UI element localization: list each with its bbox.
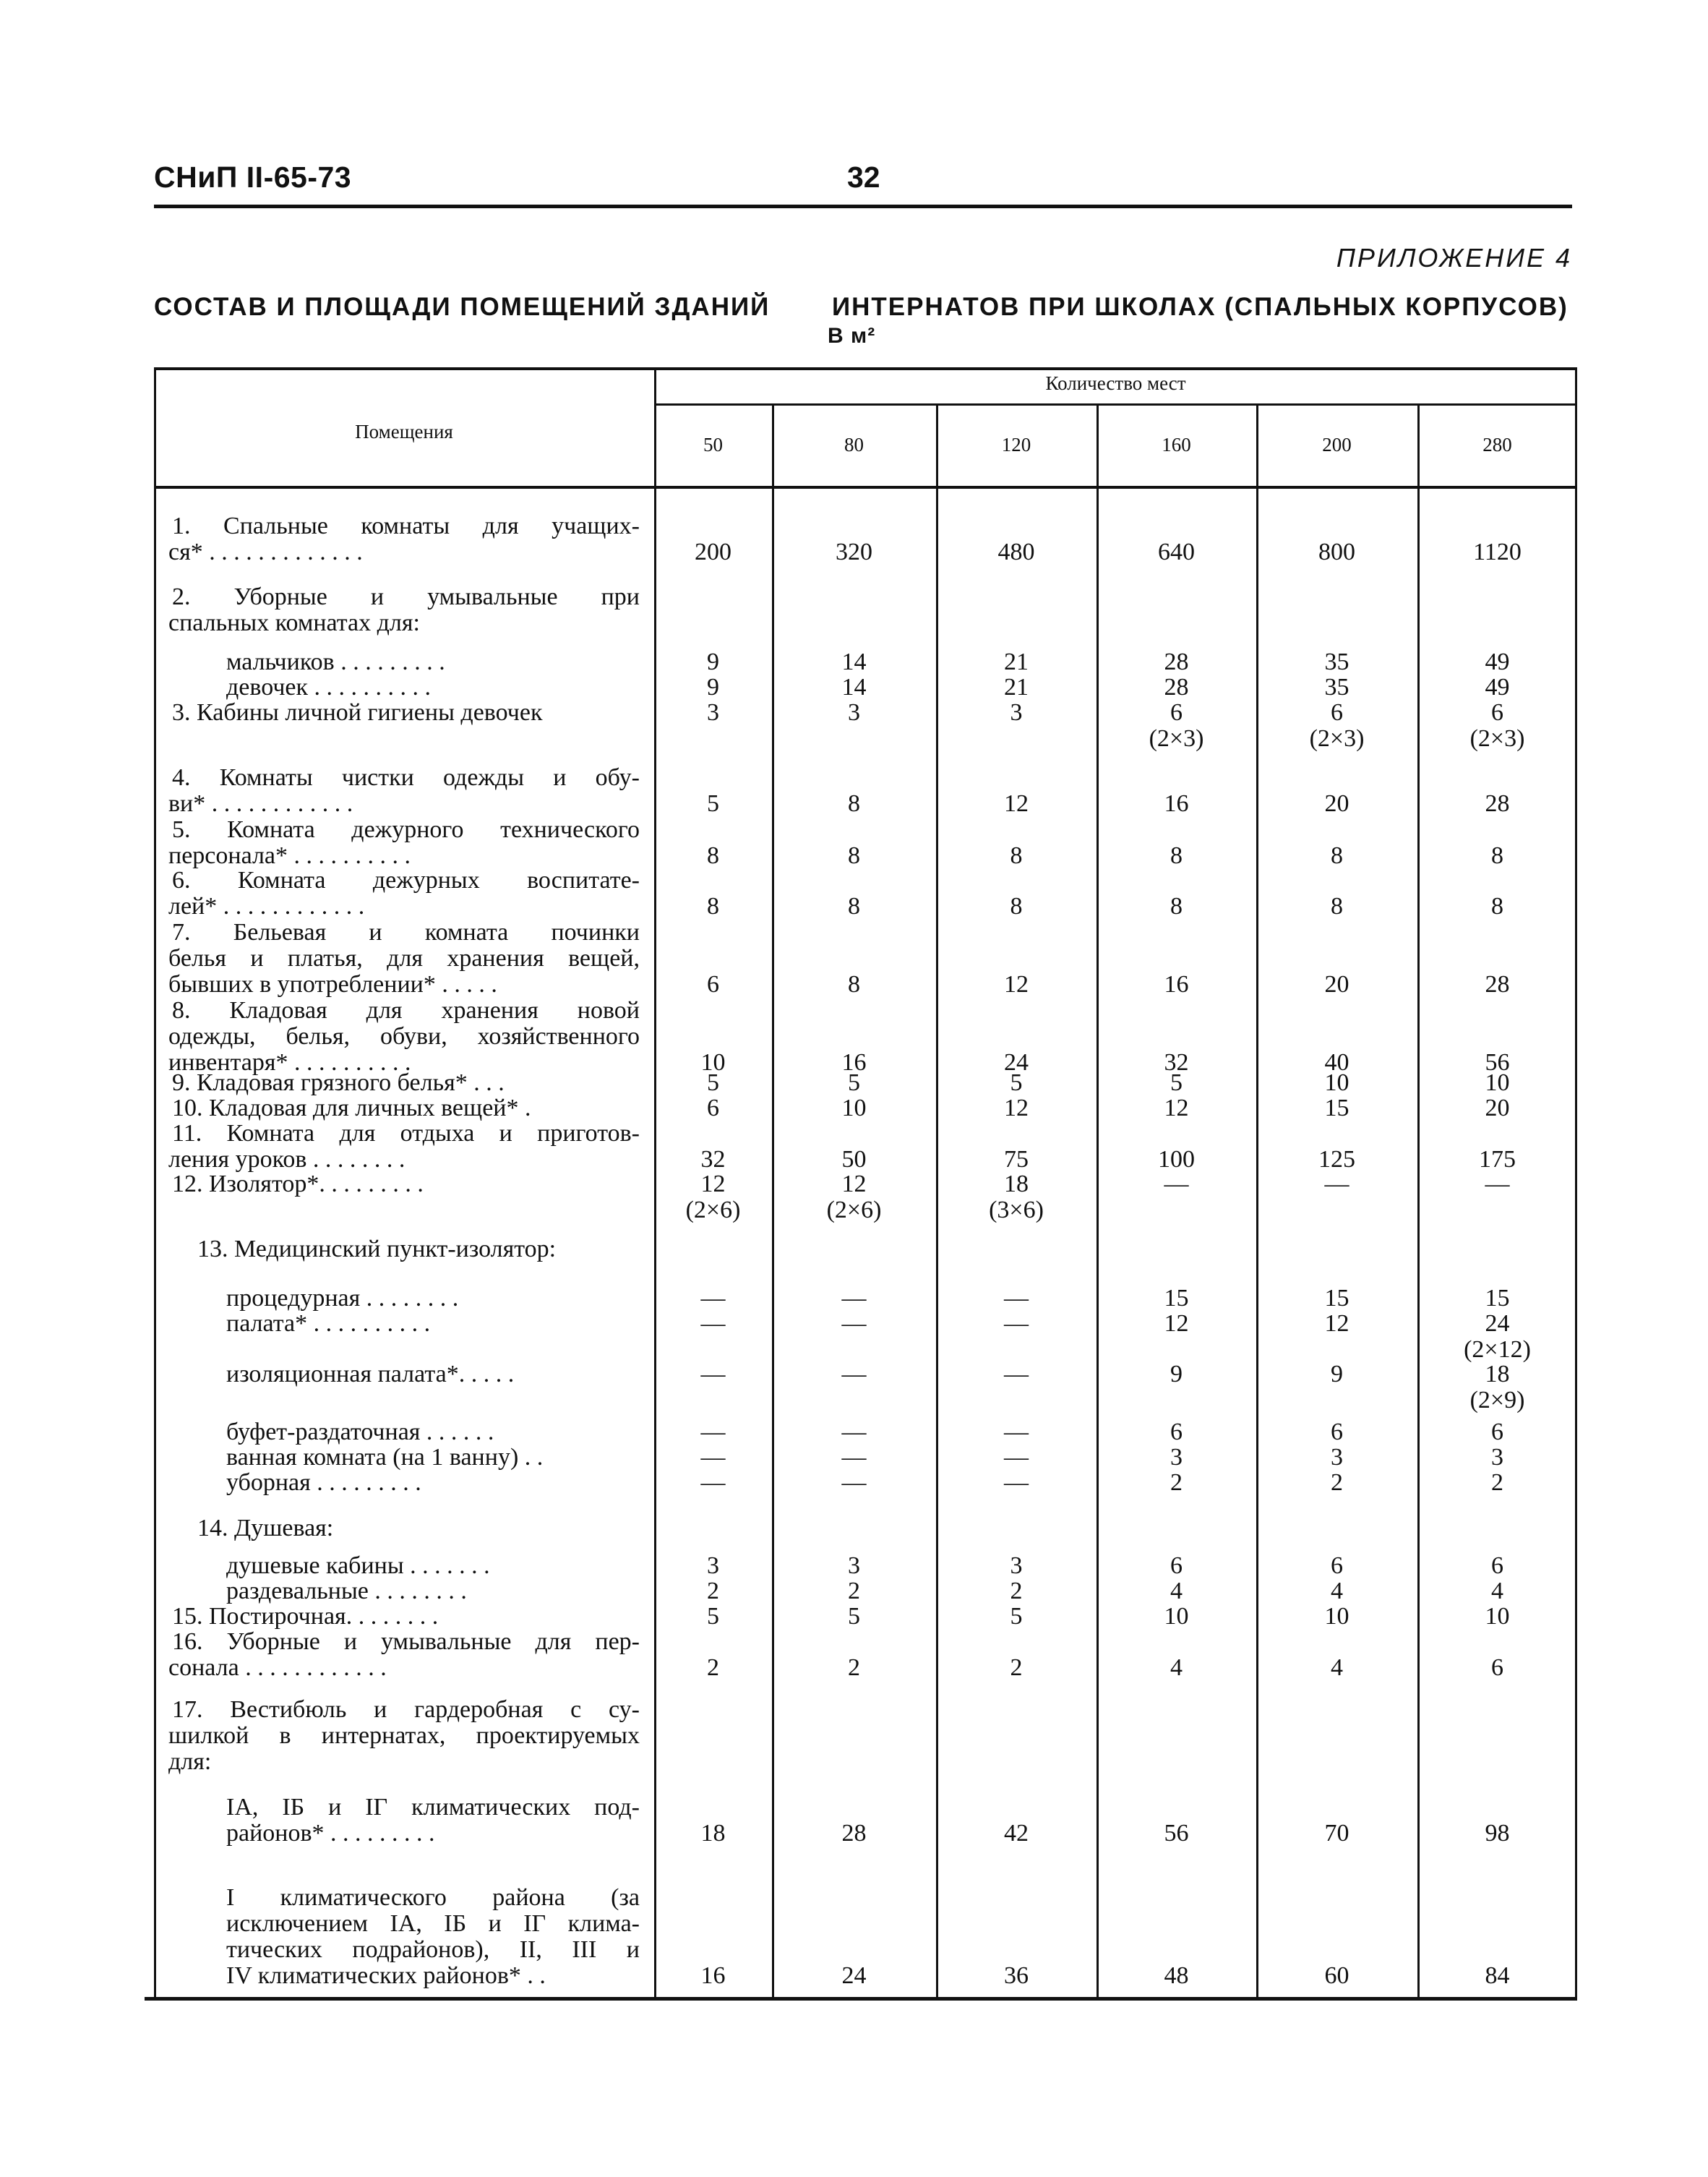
header-rule [154,205,1572,208]
value-cell: 24 [841,1962,867,1989]
value-cell: 32 [1164,1049,1189,1076]
value-cell: 28 [841,1820,867,1847]
value-cell: 6 [1491,1552,1503,1579]
document-code: СНиП II-65-73 [154,161,352,194]
row-label: 15. Постирочная. . . . . . . . [172,1603,439,1630]
column-header-places: Количество мест [1045,372,1186,394]
value-cell: 4 [1491,1578,1503,1604]
value-cell: 8 [848,893,860,920]
value-cell: — [700,1444,726,1471]
value-cell: 12 (2×6) [685,1171,741,1223]
value-cell: 40 [1324,1049,1349,1076]
row-label: 3. Кабины личной гигиены девочек [172,699,543,726]
value-cell: 20 [1324,790,1349,817]
value-cell: 10 [1324,1069,1349,1096]
value-cell: — [841,1469,867,1496]
value-cell: 175 [1479,1146,1516,1173]
value-cell: 3 [1010,699,1023,726]
value-cell: 8 [707,842,719,869]
value-cell: 98 [1485,1820,1510,1847]
value-cell: 8 [1331,842,1343,869]
value-cell: — [841,1310,867,1337]
value-cell: 28 [1164,674,1189,701]
value-cell: 16 [1164,971,1189,998]
value-cell: 5 [707,1069,719,1096]
row-label: мальчиков . . . . . . . . . [226,649,445,675]
value-cell: 5 [848,1069,860,1096]
value-cell: 15 [1324,1285,1349,1312]
value-cell: — [700,1285,726,1312]
value-cell: 6 (2×3) [1149,699,1204,752]
value-cell: 12 [1164,1095,1189,1121]
value-cell: 16 [1164,790,1189,817]
row-label: ви* . . . . . . . . . . . . [168,790,353,817]
value-cell: 16 [700,1962,726,1989]
value-cell: 10 [1164,1603,1189,1630]
value-cell: 16 [841,1049,867,1076]
value-cell: — [1324,1171,1349,1197]
row-label: районов* . . . . . . . . . [226,1820,435,1847]
value-cell: 15 [1324,1095,1349,1121]
value-cell: — [1004,1444,1029,1471]
value-cell: 8 [848,842,860,869]
value-cell: 3 [1010,1552,1023,1579]
value-cell: 12 (2×6) [826,1171,882,1223]
column-header-80: 80 [844,434,864,455]
value-cell: 800 [1318,539,1355,565]
value-cell: 2 [707,1578,719,1604]
value-cell: 3 [1331,1444,1343,1471]
value-cell: 6 [707,971,719,998]
value-cell: 42 [1004,1820,1029,1847]
value-cell: 6 (2×3) [1469,699,1525,752]
column-header-280: 280 [1482,434,1512,455]
value-cell: 10 [841,1095,867,1121]
value-cell: 2 [707,1654,719,1681]
value-cell: 100 [1158,1146,1195,1173]
row-label: уборная . . . . . . . . . [226,1469,421,1496]
appendix-label: ПРИЛОЖЕНИЕ 4 [1336,243,1572,273]
value-cell: 35 [1324,674,1349,701]
value-cell: 3 [1170,1444,1183,1471]
value-cell: — [841,1444,867,1471]
column-header-50: 50 [703,434,723,455]
value-cell: 28 [1164,649,1189,675]
value-cell: — [1164,1171,1189,1197]
value-cell: 12 [1004,971,1029,998]
value-cell: 60 [1324,1962,1349,1989]
value-cell: 8 [1170,842,1183,869]
value-cell: 24 [1004,1049,1029,1076]
row-label: процедурная . . . . . . . . [226,1285,459,1312]
row-label: изоляционная палата*. . . . . [226,1361,515,1387]
title-unit: В м² [828,324,876,348]
row-label: 12. Изолятор*. . . . . . . . . [172,1171,424,1197]
value-cell: 3 [707,699,719,726]
value-cell: 5 [707,1603,719,1630]
row-label: ванная комната (на 1 ванну) . . [226,1444,544,1471]
title-left: СОСТАВ И ПЛОЩАДИ ПОМЕЩЕНИЙ ЗДАНИЙ [154,293,771,321]
title-right: ИНТЕРНАТОВ ПРИ ШКОЛАХ (СПАЛЬНЫХ КОРПУСОВ) [832,293,1568,321]
row-label: 2. Уборные и умывальные при [172,583,640,610]
column-header-120: 120 [1001,434,1031,455]
row-label: 17. Вестибюль и гардеробная с су- [172,1696,640,1723]
row-label: 9. Кладовая грязного белья* . . . [172,1069,505,1096]
row-label: ся* . . . . . . . . . . . . . [168,539,363,565]
value-cell: 8 [848,790,860,817]
row-label: персонала* . . . . . . . . . . [168,842,411,869]
page-number: 32 [847,161,880,194]
row-label: 14. Душевая: [197,1515,334,1541]
value-cell: 84 [1485,1962,1510,1989]
value-cell: 49 [1485,674,1510,701]
value-cell: 12 [1164,1310,1189,1337]
value-cell: 6 (2×3) [1309,699,1365,752]
table-left-border [154,367,156,1997]
value-cell: 9 [1170,1361,1183,1387]
value-cell: 6 [1491,1419,1503,1445]
value-cell: 4 [1331,1578,1343,1604]
value-cell: 2 [1491,1469,1503,1496]
row-label: белья и платья, для хранения вещей, [168,945,640,972]
row-label: 7. Бельевая и комната починки [172,919,640,946]
value-cell: 6 [1331,1552,1343,1579]
value-cell: 8 [848,971,860,998]
column-divider [1256,406,1258,1997]
value-cell: 2 [848,1654,860,1681]
row-label: палата* . . . . . . . . . . [226,1310,431,1337]
value-cell: 20 [1485,1095,1510,1121]
value-cell: 2 [1170,1469,1183,1496]
value-cell: 18 (3×6) [989,1171,1044,1223]
row-label: 1. Спальные комнаты для учащих- [172,513,640,539]
value-cell: — [1004,1469,1029,1496]
value-cell: 125 [1318,1146,1355,1173]
value-cell: 70 [1324,1820,1349,1847]
value-cell: 10 [1485,1603,1510,1630]
row-label: исключением IА, IБ и IГ клима- [226,1910,640,1937]
table-top-rule [154,367,1577,370]
value-cell: — [1004,1285,1029,1312]
value-cell: — [700,1469,726,1496]
row-label: спальных комнатах для: [168,610,420,636]
value-cell: 28 [1485,790,1510,817]
value-cell: 4 [1170,1654,1183,1681]
value-cell: 20 [1324,971,1349,998]
row-label: шилкой в интернатах, проектируемых [168,1722,640,1749]
row-label: девочек . . . . . . . . . . [226,674,432,701]
value-cell: — [841,1361,867,1387]
value-cell: 12 [1004,1095,1029,1121]
value-cell: 6 [707,1095,719,1121]
value-cell: 2 [1010,1654,1023,1681]
value-cell: — [841,1419,867,1445]
row-label: 10. Кладовая для личных вещей* . [172,1095,531,1121]
row-label: душевые кабины . . . . . . . [226,1552,490,1579]
value-cell: 18 [700,1820,726,1847]
value-cell: 6 [1491,1654,1503,1681]
row-label: 5. Комната дежурного технического [172,816,640,843]
value-cell: 14 [841,649,867,675]
value-cell: 21 [1004,649,1029,675]
row-label: 13. Медицинский пункт-изолятор: [197,1236,557,1262]
value-cell: 3 [1491,1444,1503,1471]
value-cell: — [1004,1361,1029,1387]
value-cell: 15 [1164,1285,1189,1312]
value-cell: 8 [1331,893,1343,920]
value-cell: — [1004,1310,1029,1337]
value-cell: 18 (2×9) [1469,1361,1525,1413]
column-divider [1097,406,1099,1997]
value-cell: 1120 [1473,539,1522,565]
value-cell: 3 [707,1552,719,1579]
row-label: одежды, белья, обуви, хозяйственного [168,1023,640,1050]
value-cell: 6 [1170,1419,1183,1445]
value-cell: 320 [836,539,872,565]
row-label: 11. Комната для отдыха и приготов- [172,1120,640,1147]
value-cell: 10 [1324,1603,1349,1630]
row-label: тических подрайонов), II, III и [226,1936,640,1963]
value-cell: 5 [1010,1069,1023,1096]
value-cell: 9 [1331,1361,1343,1387]
value-cell: 3 [848,699,860,726]
row-label: буфет-раздаточная . . . . . . [226,1419,494,1445]
value-cell: 5 [1170,1069,1183,1096]
value-cell: 32 [700,1146,726,1173]
value-cell: 8 [1010,842,1023,869]
row-label: инвентаря* . . . . . . . . . . [168,1049,411,1076]
row-label: 4. Комнаты чистки одежды и обу- [172,764,640,791]
row-label: IV климатических районов* . . [226,1962,546,1989]
value-cell: 36 [1004,1962,1029,1989]
header-bottom-rule [154,486,1577,489]
row-label: бывших в употреблении* . . . . . [168,971,497,998]
value-cell: 4 [1170,1578,1183,1604]
value-cell: 50 [841,1146,867,1173]
value-cell: 2 [1010,1578,1023,1604]
row-label: 16. Уборные и умывальные для пер- [172,1628,640,1655]
row-label: 6. Комната дежурных воспитате- [172,867,640,894]
value-cell: 12 [1004,790,1029,817]
value-cell: 10 [700,1049,726,1076]
value-cell: 28 [1485,971,1510,998]
row-label: ления уроков . . . . . . . . [168,1146,405,1173]
value-cell: 5 [1010,1603,1023,1630]
value-cell: 12 [1324,1310,1349,1337]
value-cell: 6 [1170,1552,1183,1579]
value-cell: 3 [848,1552,860,1579]
value-cell: — [700,1419,726,1445]
column-header-rooms: Помещения [355,421,453,442]
value-cell: 35 [1324,649,1349,675]
value-cell: 14 [841,674,867,701]
column-header-200: 200 [1322,434,1352,455]
value-cell: 9 [707,649,719,675]
value-cell: — [700,1361,726,1387]
value-cell: 48 [1164,1962,1189,1989]
value-cell: 2 [1331,1469,1343,1496]
value-cell: — [841,1285,867,1312]
table-bottom-rule [145,1997,1577,2001]
value-cell: 6 [1331,1419,1343,1445]
value-cell: 75 [1004,1146,1029,1173]
value-cell: 640 [1158,539,1195,565]
row-label: сонала . . . . . . . . . . . . [168,1654,387,1681]
value-cell: 4 [1331,1654,1343,1681]
value-cell: 49 [1485,649,1510,675]
value-cell: 10 [1485,1069,1510,1096]
column-header-160: 160 [1162,434,1191,455]
value-cell: 200 [695,539,731,565]
value-cell: 8 [1491,842,1503,869]
value-cell: 8 [1010,893,1023,920]
row-label: IА, IБ и IГ климатических под- [226,1794,640,1821]
value-cell: 9 [707,674,719,701]
value-cell: 56 [1164,1820,1189,1847]
row-label: раздевальные . . . . . . . . [226,1578,467,1604]
value-cell: 5 [848,1603,860,1630]
column-divider [1417,406,1420,1997]
value-cell: 15 [1485,1285,1510,1312]
value-cell: 21 [1004,674,1029,701]
value-cell: — [1485,1171,1510,1197]
value-cell: 480 [997,539,1035,565]
header-group-rule [654,403,1577,406]
value-cell: — [700,1310,726,1337]
value-cell: 8 [707,893,719,920]
row-label: 8. Кладовая для хранения новой [172,997,640,1024]
row-label: для: [168,1748,212,1775]
value-cell: 5 [707,790,719,817]
value-cell: 56 [1485,1049,1510,1076]
value-cell: 8 [1170,893,1183,920]
row-label: I климатического района (за [226,1884,640,1911]
value-cell: 2 [848,1578,860,1604]
value-cell: 8 [1491,893,1503,920]
value-cell: 24 (2×12) [1464,1310,1531,1363]
row-label: лей* . . . . . . . . . . . . [168,893,365,920]
value-cell: — [1004,1419,1029,1445]
